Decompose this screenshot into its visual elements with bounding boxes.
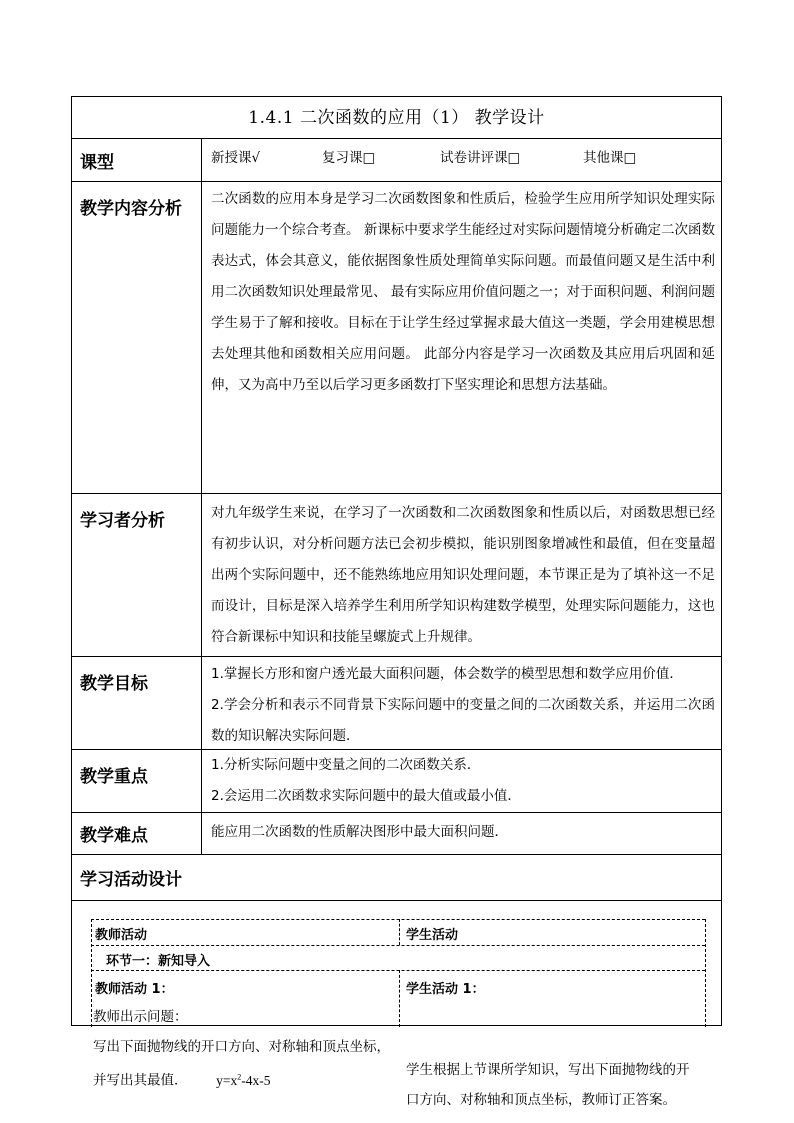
inner-table-header-divider xyxy=(399,919,400,945)
formula-prefix: y=x xyxy=(216,1072,238,1088)
option-review-lesson: 复习课□ xyxy=(322,150,376,166)
student-activity-header: 学生活动 xyxy=(406,928,459,943)
key-point-2: 2.会运用二次函数求实际问题中的最大值或最小值． xyxy=(211,788,521,804)
label-difficulty: 教学难点 xyxy=(72,813,202,854)
content-analysis-text: 二次函数的应用本身是学习二次函数图象和性质后，检验学生应用所学知识处理实际问题能力一个综合考查。 新课标中要求学生能经过对实际问题情境分析确定二次函数表达式，体会其意义，能依据图象性质处理简单实际问题。而最值问题又是生活中利用二次函数知识处理最常见、 最有实际应用价值问题之一；对于面积问题、利润问题学生易于了解和接收。目标在于让学生经过掌握求最大值这一类题，学会用建模思想去处理其他和函数相关应用问题。 此部分内容是学习一次函数及其应用后巩固和延伸，又为高中乃至以后学习更多函数打下坚实理论和思想方法基础。 xyxy=(211,191,715,393)
label-lesson-type: 课型 xyxy=(72,139,202,181)
teaching-goals-list xyxy=(203,657,721,749)
key-point-1: 1.分析实际问题中变量之间的二次函数关系． xyxy=(211,757,481,773)
inner-table-right-border xyxy=(705,919,706,1027)
teacher-activity-header: 教师活动 xyxy=(95,928,148,943)
option-other-lesson: 其他课□ xyxy=(583,150,637,166)
document-title: 1.4.1 二次函数的应用（1） 教学设计 xyxy=(72,97,721,139)
teacher-activity-1-body xyxy=(93,1002,397,1096)
formula-exponent: 2 xyxy=(237,1072,242,1081)
row-learner-analysis xyxy=(72,494,721,657)
goal-item-2: 2.学会分析和表示不同背景下实际问题中的变量之间的二次函数关系，并运用二次函数的知识解决实际问题． xyxy=(211,697,715,744)
goal-item-1: 1.掌握长方形和窗户透光最大面积问题，体会数学的模型思想和数学应用价值． xyxy=(211,666,683,682)
teacher-line-1: 教师出示问题： xyxy=(93,1009,188,1025)
inner-table-header-bottom xyxy=(91,945,705,946)
student-activity-1-text: 学生根据上节课所学知识，写出下面抛物线的开口方向、对称轴和顶点坐标，教师订正答案。 xyxy=(406,1062,690,1108)
row-content-analysis xyxy=(72,182,721,494)
teacher-line-2: 写出下面抛物线的开口方向、对称轴和顶点坐标， xyxy=(93,1039,390,1055)
lesson-type-options xyxy=(203,139,721,181)
teacher-line-3-with-formula xyxy=(93,1062,397,1096)
inner-table-left-border xyxy=(91,919,92,1027)
teacher-line-3: 并写出其最值． xyxy=(93,1072,188,1089)
row-teaching-goals xyxy=(72,657,721,750)
row-key-points xyxy=(72,750,721,813)
option-exam-review-lesson: 试卷讲评课□ xyxy=(440,150,521,166)
section-title: 环节一：新知导入 xyxy=(106,954,211,969)
teacher-activity-1-title: 教师活动 1： xyxy=(95,982,174,997)
label-learner-analysis: 学习者分析 xyxy=(72,494,202,656)
inner-table-body-divider xyxy=(399,970,400,1027)
label-content-analysis: 教学内容分析 xyxy=(72,182,202,493)
label-key-points: 教学重点 xyxy=(72,750,202,812)
learner-analysis-text: 对九年级学生来说，在学习了一次函数和二次函数图象和性质以后，对函数思想已经有初步认识，对分析问题方法已会初步模拟，能识别图象增减性和最值，但在变量超出两个实际问题中，还不能熟练地应用知识处理问题，本节课正是为了填补这一不足而设计，目标是深入培养学生利用所学知识构建数学模型，处理实际问题能力，这也符合新课标中知识和技能呈螺旋式上升规律。 xyxy=(211,505,715,645)
label-teaching-goals: 教学目标 xyxy=(72,657,202,749)
row-difficulty xyxy=(72,813,721,855)
inner-table-top-border xyxy=(91,919,705,920)
row-lesson-type xyxy=(72,139,721,182)
student-activity-1-title: 学生活动 1： xyxy=(406,982,485,997)
option-new-lesson: 新授课√ xyxy=(211,150,261,166)
inner-table-section-bottom xyxy=(91,970,705,971)
key-points-list xyxy=(203,750,721,812)
formula xyxy=(216,1073,270,1088)
activity-design-heading: 学习活动设计 xyxy=(72,855,721,901)
formula-suffix: -4x-5 xyxy=(241,1072,271,1088)
difficulty-text: 能应用二次函数的性质解决图形中最大面积问题． xyxy=(211,824,508,840)
lesson-plan-table xyxy=(71,96,722,1108)
